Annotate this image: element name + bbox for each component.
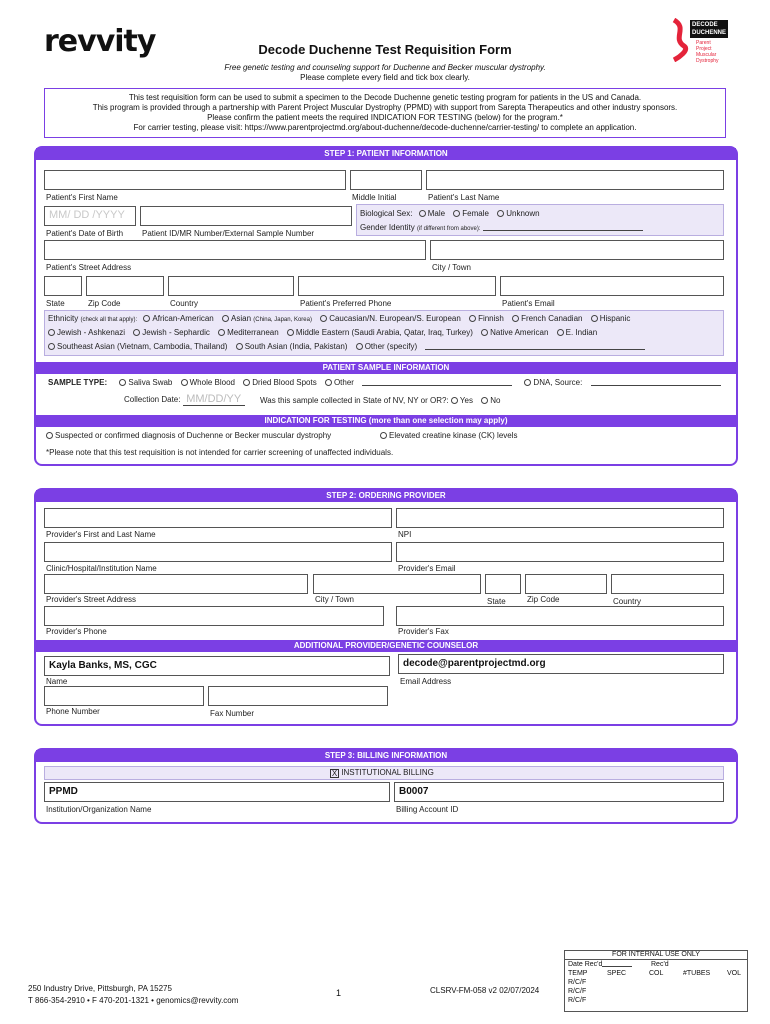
patient-last-name-input[interactable]: [426, 170, 724, 190]
provider-country-input[interactable]: [611, 574, 724, 594]
ethnicity-other-field[interactable]: [425, 349, 645, 350]
sample-other-radio[interactable]: Other: [325, 378, 354, 387]
billing-account-input[interactable]: B0007: [394, 782, 724, 802]
ethnicity-mediterranean[interactable]: Mediterranean: [218, 328, 279, 337]
patient-country-label: Country: [170, 299, 199, 308]
provider-city-input[interactable]: [313, 574, 481, 594]
page-number: 1: [336, 988, 342, 998]
npi-input[interactable]: [396, 508, 724, 528]
biological-sex-row: [360, 209, 546, 218]
billing-account-label: Billing Account ID: [396, 805, 459, 814]
patient-id-label: Patient ID/MR Number/External Sample Number: [142, 229, 315, 238]
counselor-name-input[interactable]: Kayla Banks, MS, CGC: [44, 656, 390, 676]
ethnicity-french-canadian[interactable]: French Canadian: [512, 314, 582, 323]
patient-dob-input[interactable]: MM/ DD /YYYY: [44, 206, 136, 226]
clinic-input[interactable]: [44, 542, 392, 562]
institutional-billing-label: INSTITUTIONAL BILLING: [341, 768, 434, 777]
institutional-billing-checkbox[interactable]: X: [331, 769, 338, 778]
provider-phone-input[interactable]: [44, 606, 384, 626]
page-title: Decode Duchenne Test Requisition Form: [258, 42, 512, 57]
decode-duchenne-logo: [670, 18, 730, 68]
patient-zip-label: Zip Code: [88, 299, 121, 308]
ethnicity-jewish-sephardic[interactable]: Jewish - Sephardic: [133, 328, 210, 337]
counselor-phone-label: Phone Number: [46, 707, 100, 716]
npi-label: NPI: [398, 530, 412, 539]
patient-phone-label: Patient's Preferred Phone: [300, 299, 392, 308]
ethnicity-row-1: [48, 314, 636, 323]
internal-tubes: #TUBES: [683, 970, 711, 977]
gender-identity-row: [360, 223, 643, 232]
ppmd-text-2: Project: [696, 46, 712, 52]
indication-header: INDICATION FOR TESTING (more than one selection may apply): [36, 415, 736, 427]
ethnicity-hispanic[interactable]: Hispanic: [591, 314, 631, 323]
sample-saliva-radio[interactable]: Saliva Swab: [119, 378, 172, 387]
intro-line-2: This program is provided through a partnership with Parent Project Muscular Dystrophy (PPMD) with support from Sarepta Therapeutics and other industry sponsors.: [92, 103, 678, 112]
ethnicity-caucasian[interactable]: Caucasian/N. European/S. European: [320, 314, 461, 323]
counselor-phone-input[interactable]: [44, 686, 204, 706]
provider-name-input[interactable]: [44, 508, 392, 528]
page-instruction: Please complete every field and tick box clearly.: [300, 73, 470, 82]
patient-dob-label: Patient's Date of Birth: [46, 229, 124, 238]
patient-city-label: City / Town: [432, 263, 471, 272]
ppmd-text-1: Parent: [696, 40, 711, 46]
patient-street-input[interactable]: [44, 240, 426, 260]
middle-initial-label: Middle Initial: [352, 193, 397, 202]
patient-phone-input[interactable]: [298, 276, 496, 296]
counselor-email-input[interactable]: decode@parentprojectmd.org: [398, 654, 724, 674]
provider-street-label: Provider's Street Address: [46, 595, 137, 604]
ethnicity-row-2: [48, 328, 603, 337]
internal-rcf-2: R/C/F: [568, 988, 587, 995]
sample-type-label: SAMPLE TYPE:: [48, 378, 108, 387]
provider-country-label: Country: [613, 597, 642, 606]
patient-city-input[interactable]: [430, 240, 724, 260]
patient-street-label: Patient's Street Address: [46, 263, 132, 272]
patient-email-label: Patient's Email: [502, 299, 555, 308]
ethnicity-south-asian[interactable]: South Asian (India, Pakistan): [236, 342, 348, 351]
patient-last-name-label: Patient's Last Name: [428, 193, 500, 202]
patient-id-input[interactable]: [140, 206, 352, 226]
internal-use-box: [564, 950, 748, 1012]
provider-zip-label: Zip Code: [527, 595, 560, 604]
internal-vol: VOL: [727, 970, 742, 977]
ethnicity-southeast-asian[interactable]: Southeast Asian (Vietnam, Cambodia, Thailand): [48, 342, 227, 351]
intro-line-1: This test requisition form can be used to submit a specimen to the Decode Duchenne genetic testing program for patients in the US and Canada.: [128, 93, 642, 102]
biological-sex-label: Biological Sex:: [360, 209, 413, 218]
patient-state-label: State: [46, 299, 65, 308]
counselor-fax-input[interactable]: [208, 686, 388, 706]
counselor-email-label: Email Address: [400, 677, 452, 686]
footer-address: 250 Industry Drive, Pittsburgh, PA 15275: [28, 984, 172, 993]
revvity-logo: revvity: [44, 24, 156, 59]
state-no-radio[interactable]: No: [481, 396, 500, 405]
step3-header: STEP 3: BILLING INFORMATION: [36, 750, 736, 762]
ethnicity-finnish[interactable]: Finnish: [469, 314, 504, 323]
provider-state-label: State: [487, 597, 506, 606]
provider-fax-input[interactable]: [396, 606, 724, 626]
internal-date-recd: Date Rec'd: [568, 961, 632, 969]
ethnicity-other[interactable]: Other (specify): [356, 342, 417, 351]
intro-line-4: For carrier testing, please visit: https://www.parentprojectmd.org/about-duchenne/decode-duchenne/carrier-testing/ to complete an application.: [133, 123, 637, 132]
state-question-row: [260, 396, 506, 405]
step2-header: STEP 2: ORDERING PROVIDER: [36, 490, 736, 502]
sample-header: PATIENT SAMPLE INFORMATION: [36, 362, 736, 374]
internal-spec: SPEC: [607, 970, 627, 977]
ethnicity-jewish-ashkenazi[interactable]: Jewish - Ashkenazi: [48, 328, 125, 337]
sample-type-row: [48, 378, 721, 387]
ethnicity-label: Ethnicity: [48, 314, 79, 323]
institution-name-input[interactable]: PPMD: [44, 782, 390, 802]
provider-phone-label: Provider's Phone: [46, 627, 107, 636]
sample-dna-radio[interactable]: DNA, Source:: [524, 378, 582, 387]
sample-whole-blood-radio[interactable]: Whole Blood: [181, 378, 235, 387]
provider-state-input[interactable]: [485, 574, 521, 594]
provider-zip-input[interactable]: [525, 574, 607, 594]
ethnicity-middle-eastern[interactable]: Middle Eastern (Saudi Arabia, Qatar, Iraq, Turkey): [287, 328, 473, 337]
form-code: CLSRV-FM-058 v2 02/07/2024: [430, 986, 540, 995]
patient-zip-input[interactable]: [86, 276, 164, 296]
decode-duchenne-wordmark: DECODE DUCHENNE: [692, 22, 727, 36]
intro-box: [44, 88, 726, 138]
provider-email-label: Provider's Email: [398, 564, 456, 573]
provider-street-input[interactable]: [44, 574, 308, 594]
step1-header: STEP 1: PATIENT INFORMATION: [36, 148, 736, 160]
footer-contact: T 866-354-2910 • F 470-201-1321 • genomics@revvity.com: [28, 996, 239, 1005]
patient-first-name-label: Patient's First Name: [46, 193, 118, 202]
provider-name-label: Provider's First and Last Name: [46, 530, 156, 539]
internal-col: COL: [649, 970, 664, 977]
sample-other-field[interactable]: [362, 385, 512, 386]
collection-date-input[interactable]: MM/DD/YY: [183, 393, 245, 406]
patient-state-input[interactable]: [44, 276, 82, 296]
provider-email-input[interactable]: [396, 542, 724, 562]
provider-city-label: City / Town: [315, 595, 354, 604]
page-subtitle: Free genetic testing and counseling support for Duchenne and Becker muscular dystrophy.: [224, 63, 546, 72]
middle-initial-input[interactable]: [350, 170, 422, 190]
collection-date-label: Collection Date:: [124, 395, 181, 404]
sample-dna-source-field[interactable]: [591, 385, 721, 386]
internal-rcf-1: R/C/F: [568, 979, 587, 986]
state-yes-radio[interactable]: Yes: [451, 396, 473, 405]
state-question-label: Was this sample collected in State of NV, NY or OR?:: [260, 396, 449, 405]
internal-recd: Rec'd: [651, 961, 669, 968]
intro-line-3: Please confirm the patient meets the required INDICATION FOR TESTING (below) for the program.*: [207, 113, 563, 122]
provider-fax-label: Provider's Fax: [398, 627, 449, 636]
sex-unknown-radio[interactable]: Unknown: [497, 209, 539, 218]
ethnicity-asian[interactable]: Asian (China, Japan, Korea): [222, 314, 312, 323]
internal-rcf-3: R/C/F: [568, 997, 587, 1004]
ethnicity-row-3: [48, 342, 645, 351]
ethnicity-e-indian[interactable]: E. Indian: [557, 328, 598, 337]
internal-temp: TEMP: [568, 970, 588, 977]
counselor-name-label: Name: [46, 677, 68, 686]
ethnicity-note: (check all that apply):: [80, 317, 138, 323]
indication-option-1[interactable]: Suspected or confirmed diagnosis of Duchenne or Becker muscular dystrophy: [46, 431, 331, 440]
ppmd-text-3: Muscular: [696, 52, 717, 58]
clinic-label: Clinic/Hospital/Institution Name: [46, 564, 157, 573]
gender-identity-note: (if different from above):: [416, 226, 481, 232]
ppmd-text-4: Dystrophy: [696, 58, 719, 64]
indication-note: *Please note that this test requisition is not intended for carrier screening of unaffected individuals.: [46, 448, 394, 457]
internal-use-title: FOR INTERNAL USE ONLY: [565, 951, 747, 960]
patient-email-input[interactable]: [500, 276, 724, 296]
gender-identity-field[interactable]: [483, 230, 643, 231]
billing-type-row: [330, 768, 434, 778]
indication-option-2[interactable]: Elevated creatine kinase (CK) levels: [380, 431, 518, 440]
counselor-fax-label: Fax Number: [210, 709, 255, 718]
patient-country-input[interactable]: [168, 276, 294, 296]
sex-female-radio[interactable]: Female: [453, 209, 489, 218]
sex-male-radio[interactable]: Male: [419, 209, 445, 218]
collection-date-row: [124, 393, 245, 406]
ethnicity-african-american[interactable]: African-American: [143, 314, 213, 323]
ethnicity-native-american[interactable]: Native American: [481, 328, 548, 337]
gender-identity-label: Gender Identity: [360, 223, 415, 232]
sample-dried-blood-radio[interactable]: Dried Blood Spots: [243, 378, 316, 387]
institution-name-label: Institution/Organization Name: [46, 805, 152, 814]
patient-first-name-input[interactable]: [44, 170, 346, 190]
counselor-header: ADDITIONAL PROVIDER/GENETIC COUNSELOR: [36, 640, 736, 652]
